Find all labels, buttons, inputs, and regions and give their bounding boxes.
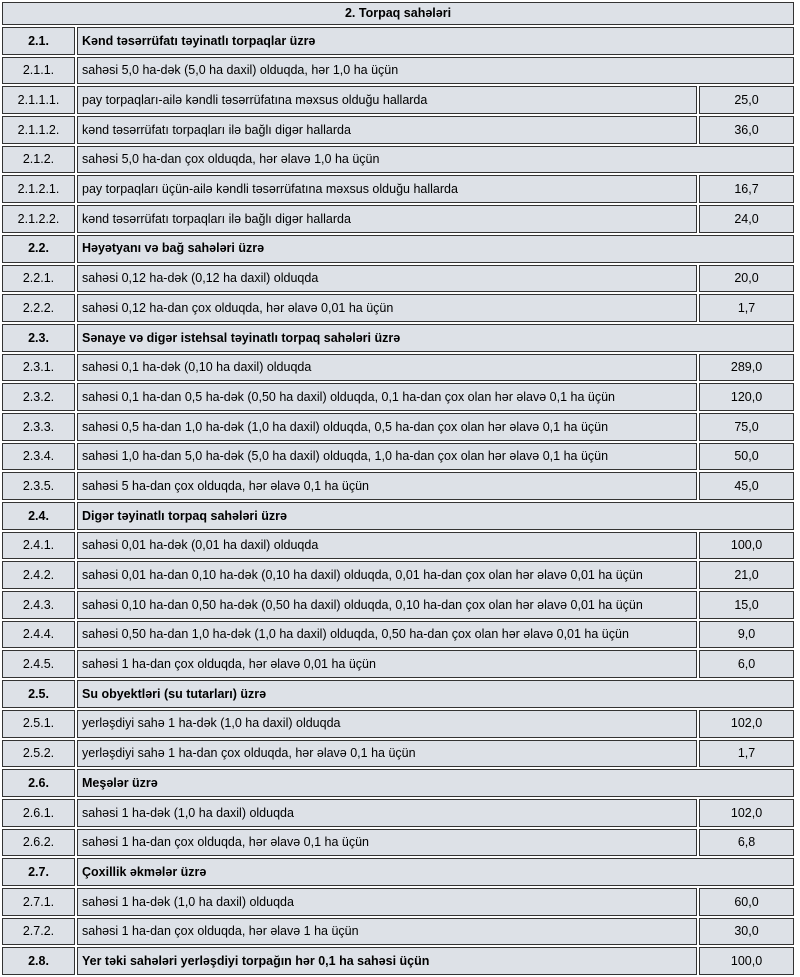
row-description: sahəsi 1,0 ha-dan 5,0 ha-dək (5,0 ha daxil) olduqda, 1,0 ha-dan çox olan hər əlavə 0,1 ha üçün	[77, 443, 697, 471]
row-description: Sənaye və digər istehsal təyinatlı torpaq sahələri üzrə	[77, 324, 794, 352]
table-row	[2, 354, 794, 382]
row-description: Digər təyinatlı torpaq sahələri üzrə	[77, 502, 794, 530]
row-number: 2.2.	[2, 235, 75, 263]
row-number: 2.5.1.	[2, 710, 75, 738]
row-number: 2.3.	[2, 324, 75, 352]
row-number: 2.3.2.	[2, 383, 75, 411]
row-number: 2.4.1.	[2, 532, 75, 560]
row-description: yerləşdiyi sahə 1 ha-dək (1,0 ha daxil) olduqda	[77, 710, 697, 738]
table-row	[2, 829, 794, 857]
row-number: 2.1.2.	[2, 146, 75, 174]
row-description: sahəsi 0,01 ha-dək (0,01 ha daxil) olduqda	[77, 532, 697, 560]
row-description: kənd təsərrüfatı torpaqları ilə bağlı digər hallarda	[77, 116, 697, 144]
row-number: 2.6.	[2, 769, 75, 797]
table-row	[2, 57, 794, 85]
table-row	[2, 650, 794, 678]
row-number: 2.5.	[2, 680, 75, 708]
table-row	[2, 175, 794, 203]
table-row	[2, 799, 794, 827]
row-number: 2.5.2.	[2, 740, 75, 768]
table-row	[2, 146, 794, 174]
table-title-row	[2, 2, 794, 25]
row-number: 2.1.1.1.	[2, 86, 75, 114]
table-row	[2, 413, 794, 441]
row-value: 45,0	[699, 472, 794, 500]
row-number: 2.7.2.	[2, 918, 75, 946]
row-description: sahəsi 0,12 ha-dək (0,12 ha daxil) olduqda	[77, 265, 697, 293]
table-row	[2, 324, 794, 352]
row-description: Yer təki sahələri yerləşdiyi torpağın hər 0,1 ha sahəsi üçün	[77, 947, 697, 975]
table-row	[2, 740, 794, 768]
row-number: 2.1.	[2, 27, 75, 55]
row-number: 2.2.1.	[2, 265, 75, 293]
row-number: 2.1.2.2.	[2, 205, 75, 233]
row-number: 2.3.1.	[2, 354, 75, 382]
row-value: 60,0	[699, 888, 794, 916]
table-row	[2, 116, 794, 144]
row-value: 21,0	[699, 561, 794, 589]
row-number: 2.7.1.	[2, 888, 75, 916]
row-description: sahəsi 0,10 ha-dan 0,50 ha-dək (0,50 ha daxil) olduqda, 0,10 ha-dan çox olan hər əlavə 0,01 ha üçün	[77, 591, 697, 619]
row-description: yerləşdiyi sahə 1 ha-dan çox olduqda, hər əlavə 0,1 ha üçün	[77, 740, 697, 768]
table-row	[2, 235, 794, 263]
row-description: sahəsi 5,0 ha-dək (5,0 ha daxil) olduqda, hər 1,0 ha üçün	[77, 57, 794, 85]
row-number: 2.8.	[2, 947, 75, 975]
row-description: pay torpaqları-ailə kəndli təsərrüfatına məxsus olduğu hallarda	[77, 86, 697, 114]
row-number: 2.3.5.	[2, 472, 75, 500]
row-value: 102,0	[699, 799, 794, 827]
table-body	[2, 2, 794, 975]
table-row	[2, 591, 794, 619]
row-description: Su obyektləri (su tutarları) üzrə	[77, 680, 794, 708]
row-value: 50,0	[699, 443, 794, 471]
row-number: 2.4.5.	[2, 650, 75, 678]
row-value: 6,0	[699, 650, 794, 678]
table-row	[2, 532, 794, 560]
table-row	[2, 27, 794, 55]
row-number: 2.4.4.	[2, 621, 75, 649]
row-description: pay torpaqları üçün-ailə kəndli təsərrüfatına məxsus olduğu hallarda	[77, 175, 697, 203]
row-value: 9,0	[699, 621, 794, 649]
row-description: sahəsi 1 ha-dan çox olduqda, hər əlavə 0,01 ha üçün	[77, 650, 697, 678]
row-number: 2.2.2.	[2, 294, 75, 322]
row-description: sahəsi 0,1 ha-dan 0,5 ha-dək (0,50 ha daxil) olduqda, 0,1 ha-dan çox olan hər əlavə 0,1 ha üçün	[77, 383, 697, 411]
table-row	[2, 710, 794, 738]
row-value: 1,7	[699, 294, 794, 322]
row-description: Həyətyanı və bağ sahələri üzrə	[77, 235, 794, 263]
row-number: 2.1.1.2.	[2, 116, 75, 144]
row-value: 100,0	[699, 532, 794, 560]
row-value: 20,0	[699, 265, 794, 293]
table-row	[2, 680, 794, 708]
table-row	[2, 858, 794, 886]
row-description: sahəsi 1 ha-dan çox olduqda, hər əlavə 0,1 ha üçün	[77, 829, 697, 857]
row-value: 75,0	[699, 413, 794, 441]
row-value: 30,0	[699, 918, 794, 946]
row-description: sahəsi 5,0 ha-dan çox olduqda, hər əlavə 1,0 ha üçün	[77, 146, 794, 174]
row-description: sahəsi 0,50 ha-dan 1,0 ha-dək (1,0 ha daxil) olduqda, 0,50 ha-dan çox olan hər əlavə 0,01 ha üçün	[77, 621, 697, 649]
table-row	[2, 205, 794, 233]
row-value: 289,0	[699, 354, 794, 382]
row-description: sahəsi 0,12 ha-dan çox olduqda, hər əlavə 0,01 ha üçün	[77, 294, 697, 322]
row-description: sahəsi 0,1 ha-dək (0,10 ha daxil) olduqda	[77, 354, 697, 382]
row-description: sahəsi 0,01 ha-dan 0,10 ha-dək (0,10 ha daxil) olduqda, 0,01 ha-dan çox olan hər əlavə 0,01 ha üçün	[77, 561, 697, 589]
row-description: sahəsi 1 ha-dan çox olduqda, hər əlavə 1 ha üçün	[77, 918, 697, 946]
row-number: 2.1.2.1.	[2, 175, 75, 203]
row-number: 2.7.	[2, 858, 75, 886]
row-number: 2.4.2.	[2, 561, 75, 589]
row-value: 6,8	[699, 829, 794, 857]
row-description: sahəsi 1 ha-dək (1,0 ha daxil) olduqda	[77, 888, 697, 916]
table-row	[2, 561, 794, 589]
table-row	[2, 383, 794, 411]
row-number: 2.6.2.	[2, 829, 75, 857]
row-value: 1,7	[699, 740, 794, 768]
row-value: 120,0	[699, 383, 794, 411]
row-description: sahəsi 1 ha-dək (1,0 ha daxil) olduqda	[77, 799, 697, 827]
row-value: 25,0	[699, 86, 794, 114]
table-row	[2, 443, 794, 471]
table-row	[2, 472, 794, 500]
row-description: sahəsi 0,5 ha-dan 1,0 ha-dək (1,0 ha daxil) olduqda, 0,5 ha-dan çox olan hər əlavə 0,1 ha üçün	[77, 413, 697, 441]
row-description: Meşələr üzrə	[77, 769, 794, 797]
row-number: 2.4.	[2, 502, 75, 530]
table-row	[2, 502, 794, 530]
row-number: 2.1.1.	[2, 57, 75, 85]
row-value: 36,0	[699, 116, 794, 144]
table-row	[2, 294, 794, 322]
table-row	[2, 621, 794, 649]
row-number: 2.3.4.	[2, 443, 75, 471]
row-description: Çoxillik əkmələr üzrə	[77, 858, 794, 886]
row-value: 100,0	[699, 947, 794, 975]
table-row	[2, 86, 794, 114]
table-row	[2, 769, 794, 797]
table-row	[2, 918, 794, 946]
row-value: 15,0	[699, 591, 794, 619]
row-number: 2.6.1.	[2, 799, 75, 827]
table-row	[2, 265, 794, 293]
row-description: kənd təsərrüfatı torpaqları ilə bağlı digər hallarda	[77, 205, 697, 233]
row-number: 2.4.3.	[2, 591, 75, 619]
row-number: 2.3.3.	[2, 413, 75, 441]
row-value: 16,7	[699, 175, 794, 203]
table-title: 2. Torpaq sahələri	[2, 2, 794, 25]
row-value: 102,0	[699, 710, 794, 738]
row-description: sahəsi 5 ha-dan çox olduqda, hər əlavə 0,1 ha üçün	[77, 472, 697, 500]
table-row	[2, 888, 794, 916]
row-description: Kənd təsərrüfatı təyinatlı torpaqlar üzrə	[77, 27, 794, 55]
table-row	[2, 947, 794, 975]
row-value: 24,0	[699, 205, 794, 233]
